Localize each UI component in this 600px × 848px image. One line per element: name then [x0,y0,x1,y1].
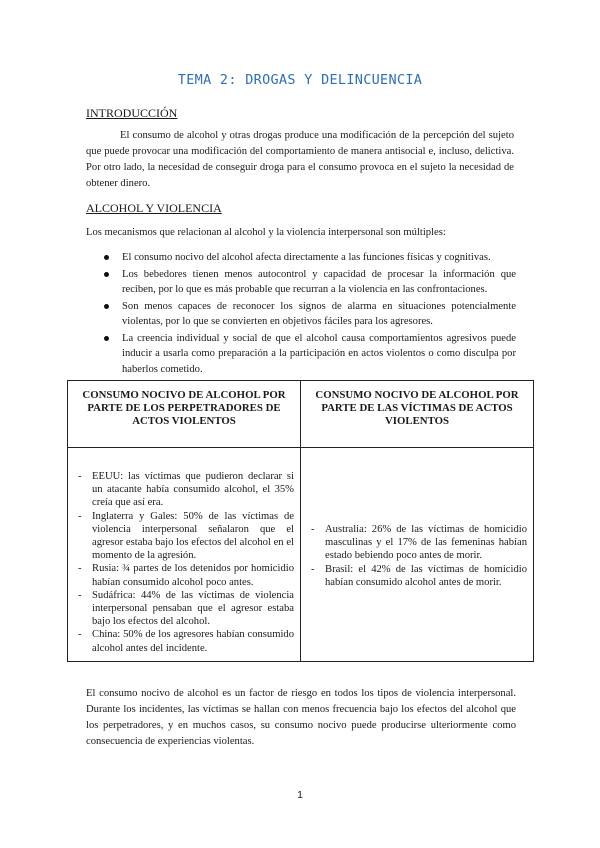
list-item: - Sudáfrica: 44% de las víctimas de violencia interpersonal pensaban que el agresor estaba bajo los efectos del alcohol. [78,589,294,628]
page-number: 1 [297,789,303,801]
bullet-icon [104,272,109,277]
victims-cell [301,448,534,662]
list-item: Los bebedores tienen menos autocontrol y capacidad de procesar la información que reciben, por lo que es más probable que recurran a la violencia en las confrontaciones. [86,267,516,298]
table-header-row [68,381,534,448]
mechanisms-list [86,250,516,378]
alcohol-statistics-table [67,380,534,662]
perpetrators-header: CONSUMO NOCIVO DE ALCOHOL POR PARTE DE LOS PERPETRADORES DE ACTOS VIOLENTOS [68,381,301,448]
list-item: La creencia individual y social de que el alcohol causa comportamientos agresivos puede inducir a usarla como preparación a la participación en actos violentos o como disculpa por haberlos cometido. [86,331,516,378]
perpetrators-cell [68,448,301,662]
alcohol-lead: Los mecanismos que relacionan al alcohol y la violencia interpersonal son múltiples: [86,227,446,238]
table-row [68,448,534,662]
list-item: - Inglaterra y Gales: 50% de las víctimas de violencia interpersonal señalaron que el agresor estaba bajo los efectos del alcohol en el momento de la agresión. [78,510,294,562]
list-item: - Australia: 26% de las víctimas de homicidio masculinas y el 17% de las femeninas habían estado bebiendo poco antes de morir. [311,524,527,562]
victims-header: CONSUMO NOCIVO DE ALCOHOL POR PARTE DE LAS VÍCTIMAS DE ACTOS VIOLENTOS [301,381,534,448]
page-title: TEMA 2: DROGAS Y DELINCUENCIA [177,72,423,88]
list-item: Son menos capaces de reconocer los signos de alarma en situaciones potencialmente violentas, por lo que se convierten en objetivos fáciles para los agresores. [86,299,516,330]
alcohol-heading: ALCOHOL Y VIOLENCIA [86,201,222,215]
intro-heading: INTRODUCCIÓN [86,106,178,120]
bullet-icon [104,336,109,341]
bullet-icon [104,304,109,309]
list-item: - Rusia: ¾ partes de los detenidos por homicidio habían consumido alcohol poco antes. [78,563,294,588]
list-item: El consumo nocivo del alcohol afecta directamente a las funciones físicas y cognitivas. [86,250,516,266]
closing-paragraph: El consumo nocivo de alcohol es un factor de riesgo en todos los tipos de violencia interpersonal. Durante los incidentes, las víctimas se hallan con menos frecuencia bajo los efectos del alcohol que los perpetradores, y en muchos casos, su consumo nocivo puede producirse ulteriormente como consecuencia de experiencias violentas. [86,688,516,747]
list-item: - EEUU: las víctimas que pudieron declarar si un atacante había consumido alcohol, el 35% creía que así era. [78,471,294,509]
bullet-icon [104,255,109,260]
list-item: - China: 50% de los agresores habían consumido alcohol antes del incidente. [78,629,294,654]
list-item: - Brasil: el 42% de las víctimas de homicidio habían consumido alcohol antes de morir. [311,563,527,588]
intro-paragraph: El consumo de alcohol y otras drogas produce una modificación de la percepción del sujeto que puede provocar una modificación del comportamiento de manera antisocial e, incluso, delictiva. Por otro lado, la necesidad de conseguir droga para el consumo provoca en el sujeto la necesidad de obtener dinero. [86,130,514,189]
